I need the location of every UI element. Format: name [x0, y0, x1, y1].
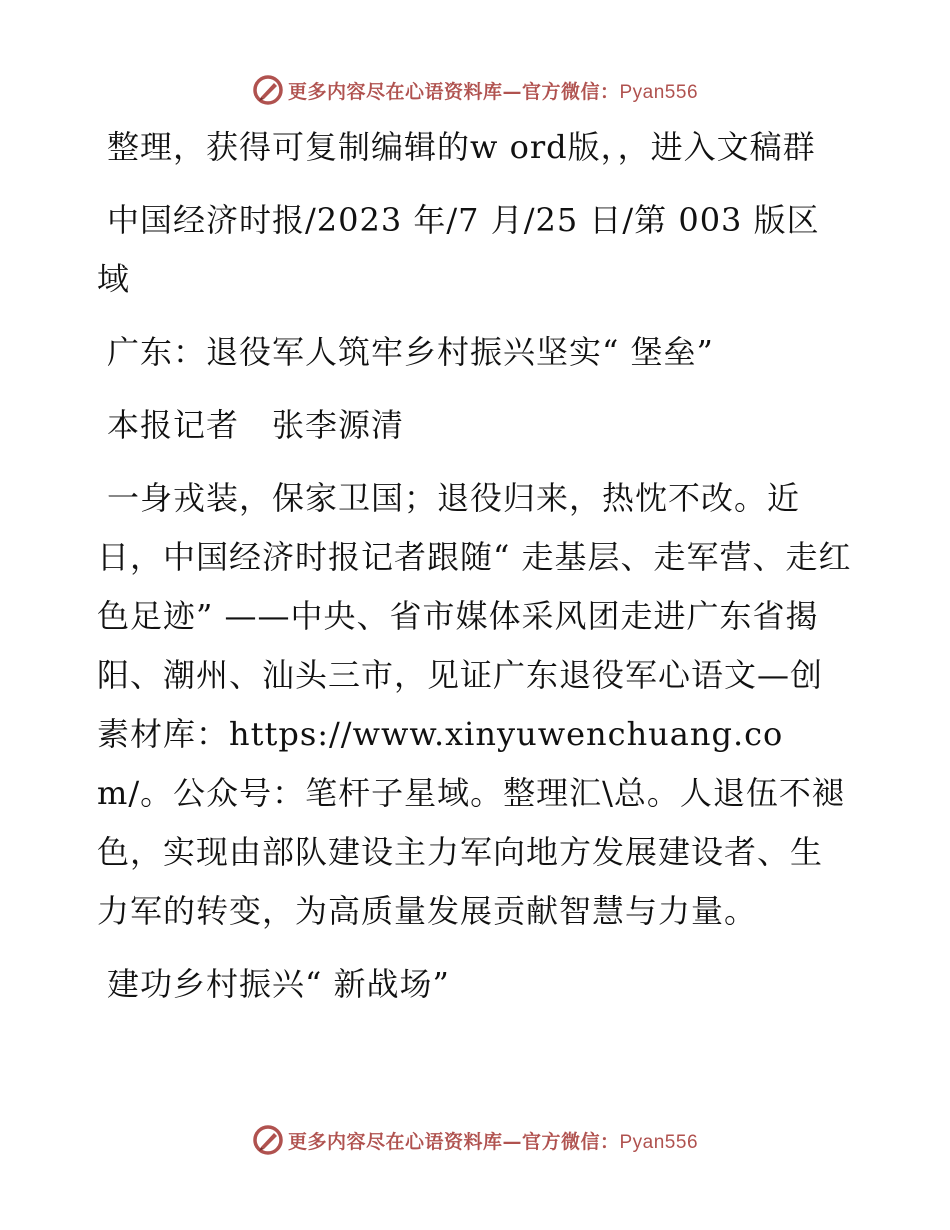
- document-subheading: 建功乡村振兴“ 新战场”: [107, 965, 450, 1003]
- pen-seal-icon: [252, 74, 284, 106]
- footer-banner-cn: 更多内容尽在心语资料库—官方微信：: [287, 1130, 620, 1153]
- document-paragraph-1: 整理，获得可复制编辑的w ord版，，进入文稿群: [107, 128, 816, 166]
- document-headline: 广东：退役军人筑牢乡村振兴坚实“ 堡垒”: [107, 333, 714, 371]
- document-body: [97, 118, 852, 1028]
- document-paragraph-5: 一身戎装，保家卫国；退役归来，热忱不改。近日，中国经济时报记者跟随“ 走基层、走军营、走红色足迹” ——中央、省市媒体采风团走进广东省揭阳、潮州、汕头三市，见证广东退役军心语文—创素材库：https://www.xinyuwenchuang.com/。公众号：笔杆子星域。整理汇\总。人退伍不褪色，实现由部队建设主力军向地方发展建设者、生力军的转变，为高质量发展贡献智慧与力量。: [97, 479, 852, 930]
- footer-banner-text: [288, 1127, 698, 1154]
- pen-seal-icon: [252, 1124, 284, 1156]
- footer-banner-wechat-id: Pyan556: [619, 1131, 699, 1153]
- document-byline: 本报记者 张李源清: [107, 406, 405, 444]
- document-paragraph-2: 中国经济时报/2023 年/7 月/25 日/第 003 版区域: [97, 201, 820, 298]
- header-banner-wechat-id: Pyan556: [619, 81, 699, 103]
- header-banner-cn: 更多内容尽在心语资料库—官方微信：: [287, 80, 620, 103]
- header-banner: [0, 70, 950, 110]
- header-banner-text: [288, 77, 698, 104]
- footer-banner: [0, 1120, 950, 1160]
